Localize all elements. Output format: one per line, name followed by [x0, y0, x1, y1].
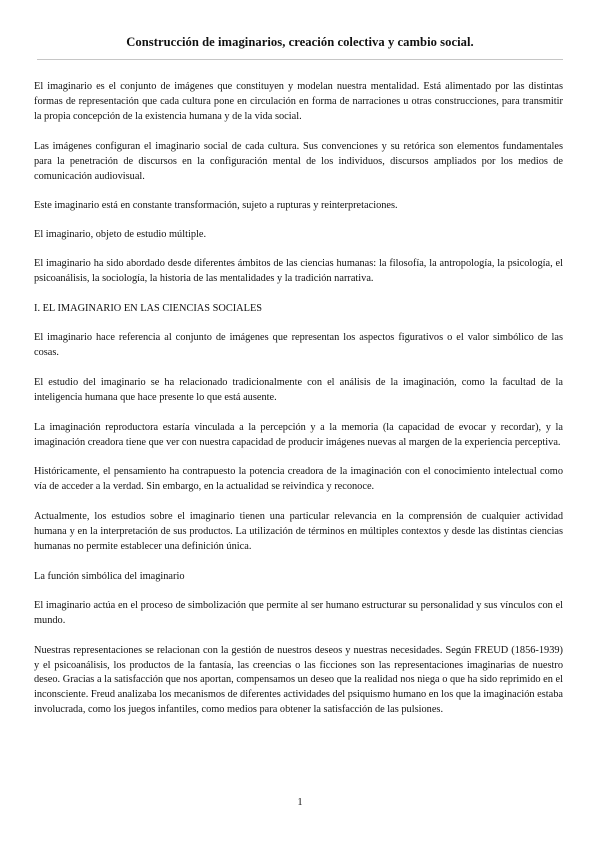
paragraph-actualmente: Actualmente, los estudios sobre el imaginario tienen una particular relevancia en la comprensión de cualquier actividad humana y en la interpretación de sus productos. La utilización de términos en múltiples contextos y desde las distintas ciencias humanas no permite establecer una definición única.	[34, 511, 563, 553]
paragraph-imaginario-definicion: El imaginario es el conjunto de imágenes que constituyen y modelan nuestra mentalidad. Está alimentado por las distintas formas de representación que cada cultura pone en circulación en forma de narraciones u otras construcciones, para transmitir la propia concepción de la existencia humana y de la vida social.	[34, 81, 563, 122]
paragraph-historicamente: Históricamente, el pensamiento ha contrapuesto la potencia creadora de la imaginación con el conocimiento intelectual como vía de acceder a la verdad. Sin embargo, en la actualidad se reivindica y reconoce.	[34, 466, 563, 493]
paragraph-simbolizacion: El imaginario actúa en el proceso de simbolización que permite al ser humano estructurar su personalidad y sus vínculos con el mundo.	[34, 599, 563, 626]
subheading-funcion-simbolica: La función simbólica del imaginario	[34, 570, 185, 582]
section-heading-ciencias-sociales: I. EL IMAGINARIO EN LAS CIENCIAS SOCIALES	[34, 303, 263, 315]
paragraph-imagenes-cultura: Las imágenes configuran el imaginario social de cada cultura. Sus convenciones y su retórica son elementos fundamentales para la penetración de discursos en la configuración mental de los individuos, discursos ampliados por los medios de comunicación audiovisual.	[34, 140, 563, 182]
subheading-objeto-estudio: El imaginario, objeto de estudio múltiple.	[34, 229, 207, 241]
title-divider	[37, 59, 563, 60]
paragraph-referencia: El imaginario hace referencia al conjunto de imágenes que representan los aspectos figurativos o el valor simbólico de las cosas.	[34, 331, 563, 358]
paragraph-transformacion: Este imaginario está en constante transformación, sujeto a rupturas y reinterpretaciones.	[34, 200, 398, 212]
page-number: 1	[297, 797, 303, 808]
paragraph-freud: Nuestras representaciones se relacionan con la gestión de nuestros deseos y nuestras necesidades. Según FREUD (1856-1939) y el psicoanálisis, los productos de la fantasía, las creencias o las ficciones son las representaciones imaginarias de nuestro deseo. Gracias a la satisfacción que nos aportan, compensamos un deseo que la realidad nos niega o que ha sido reprimido en el inconsciente. Freud analizaba los mecanismos de diferentes actividades del psiquismo humano en los que la imaginación estaba involucrada, como los juegos infantiles, como medios para obtener la satisfacción de las pulsiones.	[34, 644, 563, 716]
document-title: Construcción de imaginarios, creación colectiva y cambio social.	[126, 35, 474, 49]
paragraph-reproductora-creadora: La imaginación reproductora estaría vinculada a la percepción y a la memoria (la capacidad de evocar y recordar), y la imaginación creadora tiene que ver con nuestra capacidad de producir imágenes nuevas al margen de la experiencia perceptiva.	[34, 421, 563, 448]
paragraph-imaginacion: El estudio del imaginario se ha relacionado tradicionalmente con el análisis de la imaginación, como la facultad de la inteligencia humana que hace presente lo que está ausente.	[34, 376, 563, 403]
document-body	[34, 80, 563, 733]
paragraph-ambitos: El imaginario ha sido abordado desde diferentes ámbitos de las ciencias humanas: la filosofía, la antropología, la psicología, el psicoanálisis, la sociología, la historia de las mentalidades y la tradición narrativa.	[34, 258, 563, 285]
